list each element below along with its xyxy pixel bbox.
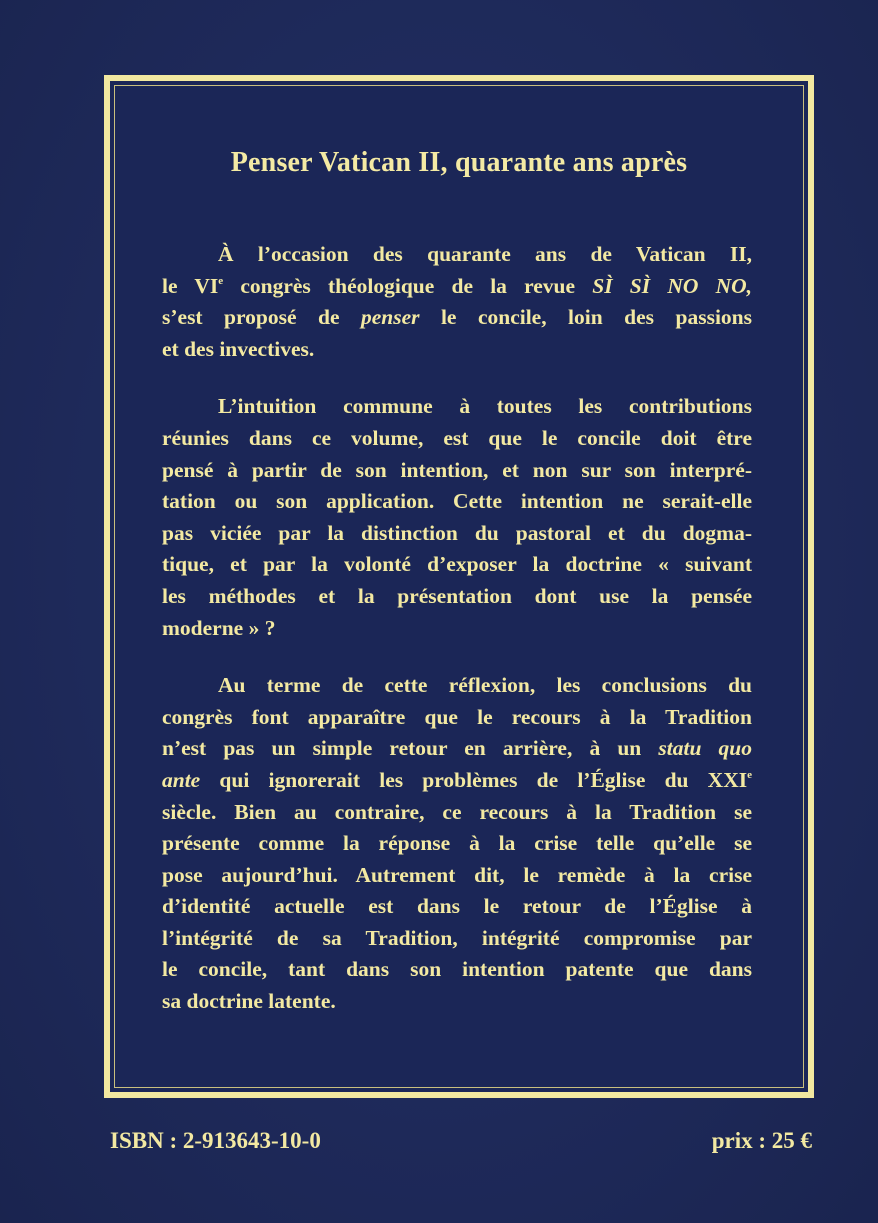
paragraph-1-line-1: À l’occasion des quarante ans de Vatican II,	[218, 242, 752, 266]
paragraph-2-line-7: les méthodes et la présentation dont use la pensée	[162, 583, 752, 608]
paragraph-2-line-2: réunies dans ce volume, est que le concile doit être	[162, 425, 752, 450]
paragraph-2-line-8: moderne » ?	[162, 615, 276, 640]
paragraph-2-line-4: tation ou son application. Cette intention ne serait-elle	[162, 489, 752, 514]
paragraph-3-line-11: sa doctrine latente.	[162, 989, 336, 1014]
paragraph-1	[162, 239, 752, 365]
paragraph-3-line-8: d’identité actuelle est dans le retour de l’Église à	[162, 894, 752, 919]
paragraph-3	[162, 670, 752, 1018]
book-title: Penser Vatican II, quarante ans après	[230, 147, 688, 178]
paragraph-3-line-4	[162, 765, 752, 797]
cover-frame	[104, 75, 814, 1098]
paragraph-2-line-1: L’intuition commune à toutes les contributions	[218, 394, 752, 419]
superscript: e	[218, 274, 224, 287]
text-span: le concile, loin des passions	[419, 305, 752, 330]
paragraph-3-line-6: présente comme la réponse à la crise telle qu’elle se	[162, 831, 752, 856]
journal-name: SÌ SÌ NO NO,	[592, 273, 752, 298]
paragraph-3-line-5: siècle. Bien au contraire, ce recours à la Tradition se	[162, 799, 752, 824]
paragraph-3-line-2: congrès font apparaître que le recours à la Tradition	[162, 704, 752, 729]
paragraph-3-line-7: pose aujourd’hui. Autrement dit, le remède à la crise	[162, 862, 752, 887]
back-cover-text	[162, 239, 752, 1044]
text-span: n’est pas un simple retour en arrière, à un	[162, 736, 659, 761]
italic-phrase: statu quo	[658, 736, 752, 761]
paragraph-1-line-3	[162, 302, 752, 334]
superscript: e	[747, 768, 752, 781]
text-span: le VI	[162, 273, 219, 298]
paragraph-2-line-3: pensé à partir de son intention, et non sur son interpré-	[162, 457, 752, 482]
italic-word: ante	[162, 767, 201, 792]
paragraph-3-line-9: l’intégrité de sa Tradition, intégrité compromise par	[162, 925, 752, 950]
isbn-label: ISBN : 2-913643-10-0	[110, 1128, 321, 1153]
text-span: s’est proposé de	[162, 305, 361, 330]
paragraph-3-line-10: le concile, tant dans son intention patente que dans	[162, 957, 752, 982]
paragraph-2-line-6: tique, et par la volonté d’exposer la doctrine « suivant	[162, 552, 752, 577]
price-label: prix : 25 €	[711, 1128, 812, 1153]
text-span: congrès théologique de la revue	[223, 273, 593, 298]
paragraph-1-line-2	[162, 271, 752, 303]
paragraph-2-line-5: pas viciée par la distinction du pastoral et du dogma-	[162, 520, 752, 545]
paragraph-3-line-3	[162, 733, 752, 765]
text-span: qui ignorerait les problèmes de l’Église du XXI	[200, 767, 748, 792]
paragraph-1-line-4: et des invectives.	[162, 336, 315, 361]
paragraph-2	[162, 391, 752, 644]
paragraph-3-line-1: Au terme de cette réflexion, les conclusions du	[218, 673, 752, 698]
italic-word: penser	[360, 305, 420, 330]
